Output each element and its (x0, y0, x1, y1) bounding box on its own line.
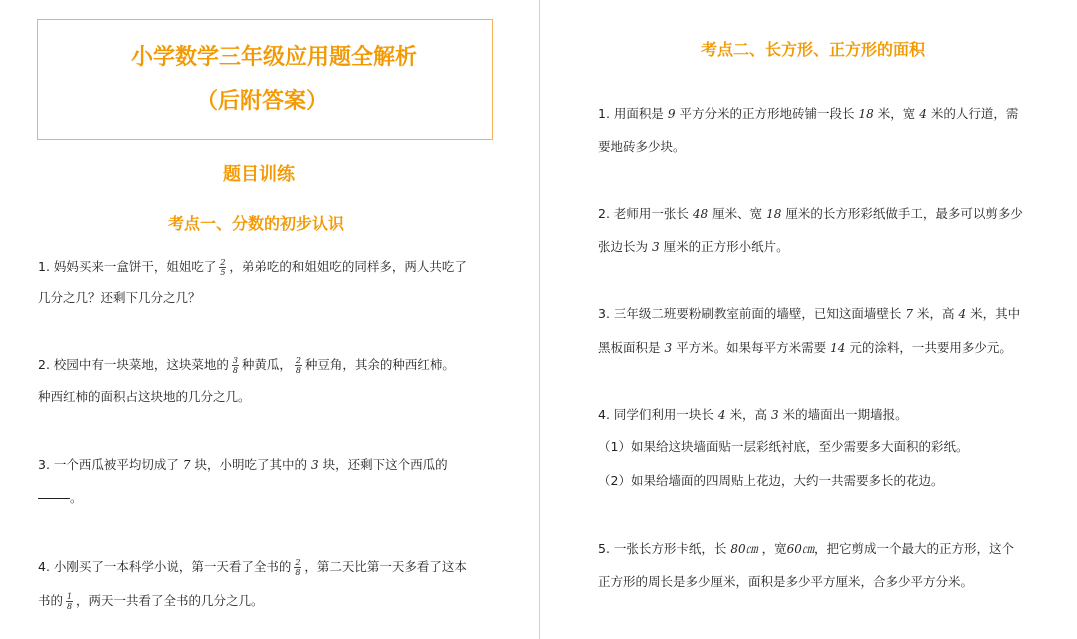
text-segment: 张边长为 (598, 239, 649, 254)
fraction-denominator: 5 (220, 268, 226, 277)
fraction-denominator: 8 (295, 366, 301, 375)
question-4-line-1 (38, 558, 467, 577)
text-segment: 米的人行道，需 (930, 106, 1019, 121)
text-segment: 米，高 (917, 306, 955, 321)
number: 18 (858, 107, 874, 121)
number: 4 (717, 408, 726, 422)
answer-blank (38, 498, 70, 499)
question-1-line-2: 几分之几？还剩下几分之几？ (38, 290, 201, 305)
number: 3 (311, 458, 319, 472)
number: 3 (652, 240, 660, 254)
document-title: 小学数学三年级应用题全解析 (131, 45, 418, 70)
right-page (541, 0, 1077, 639)
question-2-line-2 (598, 239, 789, 255)
fraction-numerator: 1 (66, 592, 73, 601)
fraction (219, 258, 226, 277)
text-segment: 厘米、宽 (712, 206, 763, 221)
fraction-denominator: 8 (295, 568, 301, 577)
text-segment: 1. 妈妈买来一盒饼干，姐姐吃了 (38, 259, 217, 274)
section-one-heading: 考点一、分数的初步认识 (168, 214, 345, 233)
fraction (66, 592, 73, 611)
question-2-line-2: 种西红柿的面积占这块地的几分之几。 (38, 389, 251, 404)
text-segment: 5. 一张长方形卡纸，长 (598, 541, 727, 556)
question-4-sub-2: （2）如果给墙面的四周贴上花边，大约一共需要多长的花边。 (598, 473, 944, 488)
question-3-line-2 (38, 490, 83, 506)
text-segment: ，第二天比第一天多看了这本 (304, 559, 467, 574)
question-4-line-1 (598, 407, 908, 423)
question-4-line-2 (38, 592, 264, 611)
text-segment: 1. 用面积是 (598, 106, 664, 121)
number: 3 (664, 341, 673, 355)
question-3-line-1 (38, 457, 448, 473)
text-segment: 米，宽 (877, 106, 916, 121)
number: 7 (182, 458, 191, 472)
text-segment: 3. 一个西瓜被平均切成了 (38, 457, 179, 472)
text-segment: ，弟弟吃的和姐姐吃的同样多，两人共吃了 (229, 259, 467, 274)
number: 80㎝ (730, 542, 758, 556)
fraction-numerator: 3 (232, 356, 238, 365)
text-segment: 2. 老师用一张长 (598, 206, 689, 221)
text-segment: 平方米。如果每平方米需要 (676, 340, 827, 355)
number: 4 (919, 107, 927, 121)
question-1-line-1 (598, 106, 1018, 122)
text-segment: 块，还剩下这个西瓜的 (322, 457, 448, 472)
page-divider (539, 0, 540, 639)
title-box (37, 19, 493, 140)
text-segment: 元的涂料，一共要用多少元。 (849, 340, 1012, 355)
text-segment: 4. 同学们利用一块长 (598, 407, 714, 422)
text-segment: ，宽 (761, 541, 787, 556)
text-segment: 。 (70, 490, 83, 505)
question-3-line-2 (598, 340, 1012, 356)
text-segment: 4. 小刚买了一本科学小说，第一天看了全书的 (38, 559, 292, 574)
number: 4 (958, 307, 967, 321)
text-segment: 3. 三年级二班要粉刷教室前面的墙壁，已知这面墙壁长 (598, 306, 902, 321)
text-segment: 种豆角，其余的种西红柿。 (304, 357, 455, 372)
question-2-line-1 (38, 356, 455, 375)
number: 48 (692, 207, 709, 221)
fraction-denominator: 8 (232, 366, 238, 375)
question-5-line-2: 正方形的周长是多少厘米，面积是多少平方厘米，合多少平方分米。 (598, 574, 974, 589)
text-segment: 米，其中 (970, 306, 1021, 321)
fraction-denominator: 8 (66, 602, 73, 611)
fraction-numerator: 2 (295, 558, 301, 567)
question-5-line-1 (598, 541, 1014, 557)
question-1-line-1 (38, 258, 467, 277)
text-segment: ，把它剪成一个最大的正方形，这个 (813, 541, 1014, 556)
fraction (294, 558, 301, 577)
text-segment: ，两天一共看了全书的几分之几。 (76, 593, 264, 608)
question-2-line-1 (598, 206, 1023, 222)
fraction (295, 356, 302, 375)
question-3-line-1 (598, 306, 1020, 322)
text-segment: 2. 校园中有一块菜地，这块菜地的 (38, 357, 229, 372)
number: 9 (667, 107, 676, 121)
text-segment: 米，高 (729, 407, 768, 422)
number: 60㎝ (786, 542, 814, 556)
text-segment: 书的 (38, 593, 64, 608)
left-page (0, 0, 538, 639)
text-segment: 块，小明吃了其中的 (194, 457, 308, 472)
fraction-numerator: 2 (295, 356, 301, 365)
fraction (232, 356, 239, 375)
text-segment: 厘米的正方形小纸片。 (663, 239, 789, 254)
number: 14 (830, 341, 846, 355)
text-segment: 黑板面积是 (598, 340, 661, 355)
fraction-numerator: 2 (220, 258, 226, 267)
number: 7 (905, 307, 914, 321)
number: 18 (766, 207, 782, 221)
text-segment: 种黄瓜， (241, 357, 292, 372)
question-4-sub-1: （1）如果给这块墙面贴一层彩纸衬底，至少需要多大面积的彩纸。 (598, 439, 969, 454)
question-1-line-2: 要地砖多少块。 (598, 139, 686, 154)
text-segment: 厘米的长方形彩纸做手工，最多可以剪多少 (785, 206, 1023, 221)
number: 3 (771, 408, 779, 422)
text-segment: 米的墙面出一期墙报。 (782, 407, 908, 422)
training-heading: 题目训练 (223, 164, 295, 185)
document-subtitle: （后附答案） (196, 89, 329, 114)
text-segment: 平方分米的正方形地砖铺一段长 (679, 106, 855, 121)
section-two-heading: 考点二、长方形、正方形的面积 (701, 40, 926, 59)
